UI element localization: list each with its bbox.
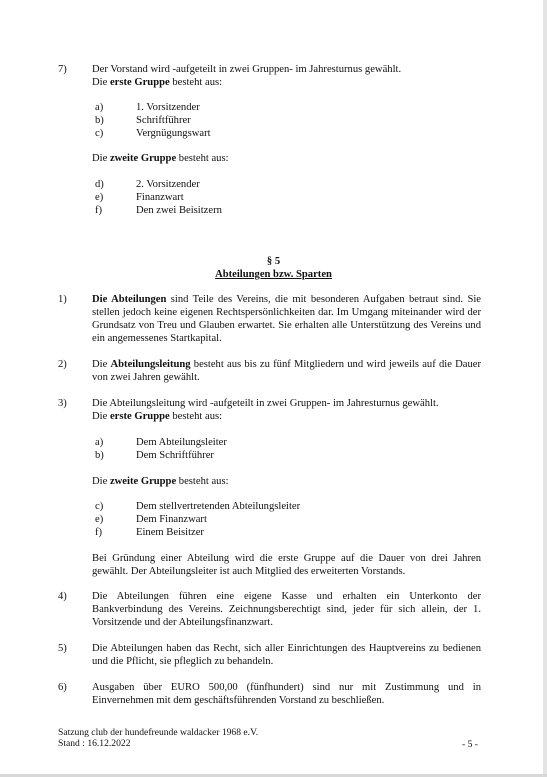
section-number: § 5 xyxy=(266,256,281,267)
list-item: Schriftführer xyxy=(136,115,191,126)
item-number: 5) xyxy=(58,643,67,654)
list-item: Den zwei Beisitzern xyxy=(136,205,222,216)
list-item: Dem Finanzwart xyxy=(136,514,207,525)
item-3-line: Die Abteilungsleitung wird -aufgeteilt in zwei Gruppen- im Jahresturnus gewählt. xyxy=(92,398,439,409)
list-item: 2. Vorsitzender xyxy=(136,179,200,190)
list-letter: e) xyxy=(95,514,104,525)
item-number: 3) xyxy=(58,398,67,409)
list-letter: f) xyxy=(95,527,103,538)
item-2-text: Die Abteilungsleitung besteht aus bis zu fünf Mitgliedern und wird jeweils auf die Dauer von zwei Jahren gewählt. xyxy=(92,359,481,383)
item-3-text xyxy=(92,397,481,423)
group-heading: Die erste Gruppe besteht aus: xyxy=(92,77,223,88)
item-1-text: Die Abteilungen sind Teile des Vereins, die mit besonderen Aufgaben betraut sind. Sie stellen jedoch keine eigenen Rechtspersönlichkeiten dar. Im Umgang miteinander wird der Grundsatz von Treu und Glauben erwartet. Sie erhalten alle Unterstützung des Vereins und ein angemessenes Startkapital. xyxy=(92,294,481,344)
item-6-text: Ausgaben über EURO 500,00 (fünfhundert) sind nur mit Zustimmung und in Einvernehmen mit dem geschäftsführenden Vorstand zu beschließen. xyxy=(92,682,481,706)
list-letter: a) xyxy=(95,437,104,448)
list-letter: f) xyxy=(95,205,103,216)
footer-title: Satzung club der hundefreunde waldacker 1968 e.V. xyxy=(58,727,259,738)
list-letter: e) xyxy=(95,192,104,203)
item-number: 1) xyxy=(58,294,67,305)
list-letter: d) xyxy=(95,179,104,190)
list-item: Finanzwart xyxy=(136,192,184,203)
list-letter: b) xyxy=(95,450,104,461)
footer-date: Stand : 16.12.2022 xyxy=(58,738,131,749)
item-3-closing: Bei Gründung einer Abteilung wird die erste Gruppe auf die Dauer von drei Jahren gewählt. Der Abteilungsleiter ist auch Mitglied des erweiterten Vorstands. xyxy=(92,553,481,577)
group-heading: Die erste Gruppe besteht aus: xyxy=(92,411,223,422)
list-item: 1. Vorsitzender xyxy=(136,102,200,113)
group-heading: Die zweite Gruppe besteht aus: xyxy=(92,476,229,487)
list-item: Vergnügungswart xyxy=(136,128,211,139)
item-7-line: Der Vorstand wird -aufgeteilt in zwei Gruppen- im Jahresturnus gewählt. xyxy=(92,64,402,75)
page-number: - 5 - xyxy=(462,739,478,750)
section-title: Abteilungen bzw. Sparten xyxy=(215,269,332,280)
page-edge-right xyxy=(543,0,547,777)
list-letter: c) xyxy=(95,128,104,139)
group-heading: Die zweite Gruppe besteht aus: xyxy=(92,153,229,164)
list-item: Einem Beisitzer xyxy=(136,527,204,538)
item-5-text: Die Abteilungen haben das Recht, sich aller Einrichtungen des Hauptvereins zu bedienen und die Pflicht, sie pfleglich zu behandeln. xyxy=(92,643,481,667)
list-item: Dem stellvertretenden Abteilungsleiter xyxy=(136,501,301,512)
item-number: 7) xyxy=(58,64,67,75)
list-letter: b) xyxy=(95,115,104,126)
list-item: Dem Abteilungsleiter xyxy=(136,437,227,448)
item-4-text: Die Abteilungen führen eine eigene Kasse und erhalten ein Unterkonto der Bankverbindung des Vereins. Zeichnungsberechtigt sind, jeder für sich allein, der 1. Vorsitzende und der Abteilungsfinanzwart. xyxy=(92,591,481,628)
list-letter: c) xyxy=(95,501,104,512)
item-7-text xyxy=(92,63,481,89)
item-number: 4) xyxy=(58,591,67,602)
list-letter: a) xyxy=(95,102,104,113)
item-number: 6) xyxy=(58,682,67,693)
item-number: 2) xyxy=(58,359,67,370)
list-item: Dem Schriftführer xyxy=(136,450,214,461)
